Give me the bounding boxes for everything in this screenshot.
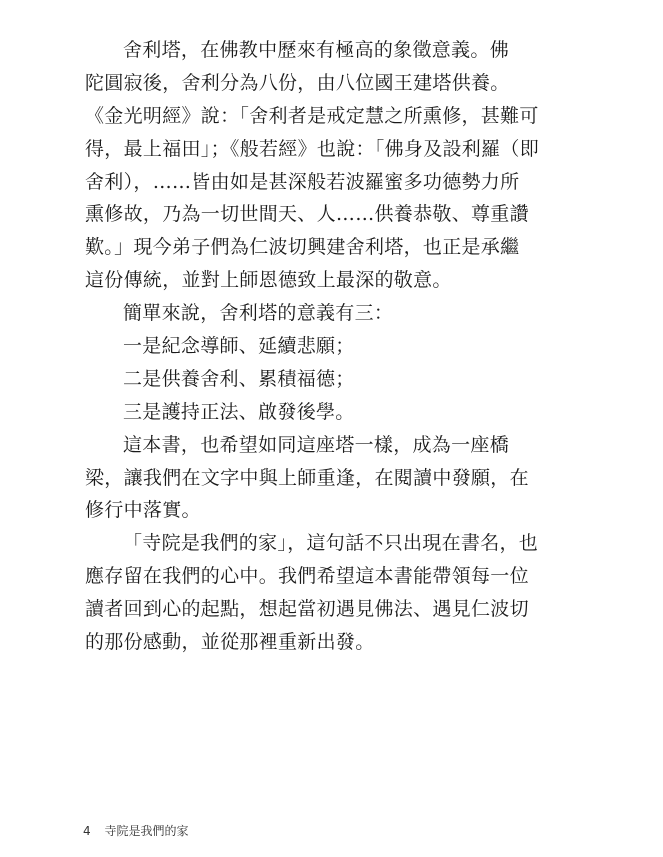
paragraph-stupa-significance	[85, 34, 540, 297]
list-item-two	[85, 363, 525, 396]
text-line: 簡單來說，舍利塔的意義有三：	[123, 302, 394, 325]
text-line: 舍利），……皆由如是甚深般若波羅蜜多功德勢力所	[85, 170, 520, 193]
page-number: 4	[83, 824, 91, 838]
text-line: 修行中落實。	[85, 499, 201, 522]
text-line: 二是供養舍利、累積福德；	[123, 367, 355, 390]
text-line: 陀圓寂後，舍利分為八份，由八位國王建塔供養。	[85, 71, 510, 94]
list-item-one	[85, 330, 525, 363]
paragraph-summary-intro	[85, 297, 525, 330]
page-footer	[83, 822, 188, 839]
text-line: 這本書，也希望如同這座塔一樣，成為一座橋	[123, 433, 510, 456]
text-line: 歎。」現今弟子們為仁波切興建舍利塔，也正是承繼	[85, 236, 520, 259]
text-line: 這份傳統，並對上師恩德致上最深的敬意。	[85, 269, 452, 292]
text-line: 讀者回到心的起點，想起當初遇見佛法、遇見仁波切	[85, 598, 529, 621]
body-text	[85, 34, 540, 659]
text-line: 熏修故，乃為一切世間天、人……供養恭敬、尊重讚	[85, 203, 529, 226]
text-line: 一是紀念導師、延續悲願；	[123, 335, 355, 358]
text-line: 「寺院是我們的家」，這句話不只出現在書名，也	[123, 532, 539, 555]
text-line: 應存留在我們的心中。我們希望這本書能帶領每一位	[85, 565, 529, 588]
text-line: 三是護持正法、啟發後學。	[123, 400, 355, 423]
text-line: 的那份感動，並從那裡重新出發。	[85, 631, 375, 654]
running-book-title: 寺院是我們的家	[104, 824, 189, 838]
text-line: 得，最上福田」；《般若經》也說：「佛身及設利羅（即	[85, 137, 540, 160]
paragraph-book-bridge	[85, 429, 529, 528]
paragraph-monastery-home	[85, 527, 539, 659]
list-item-three	[85, 396, 525, 429]
text-line: 《金光明經》說：「舍利者是戒定慧之所熏修，甚難可	[85, 104, 539, 127]
text-line: 梁，讓我們在文字中與上師重逢，在閱讀中發願，在	[85, 466, 529, 489]
text-line: 舍利塔，在佛教中歷來有極高的象徵意義。佛	[123, 39, 510, 61]
